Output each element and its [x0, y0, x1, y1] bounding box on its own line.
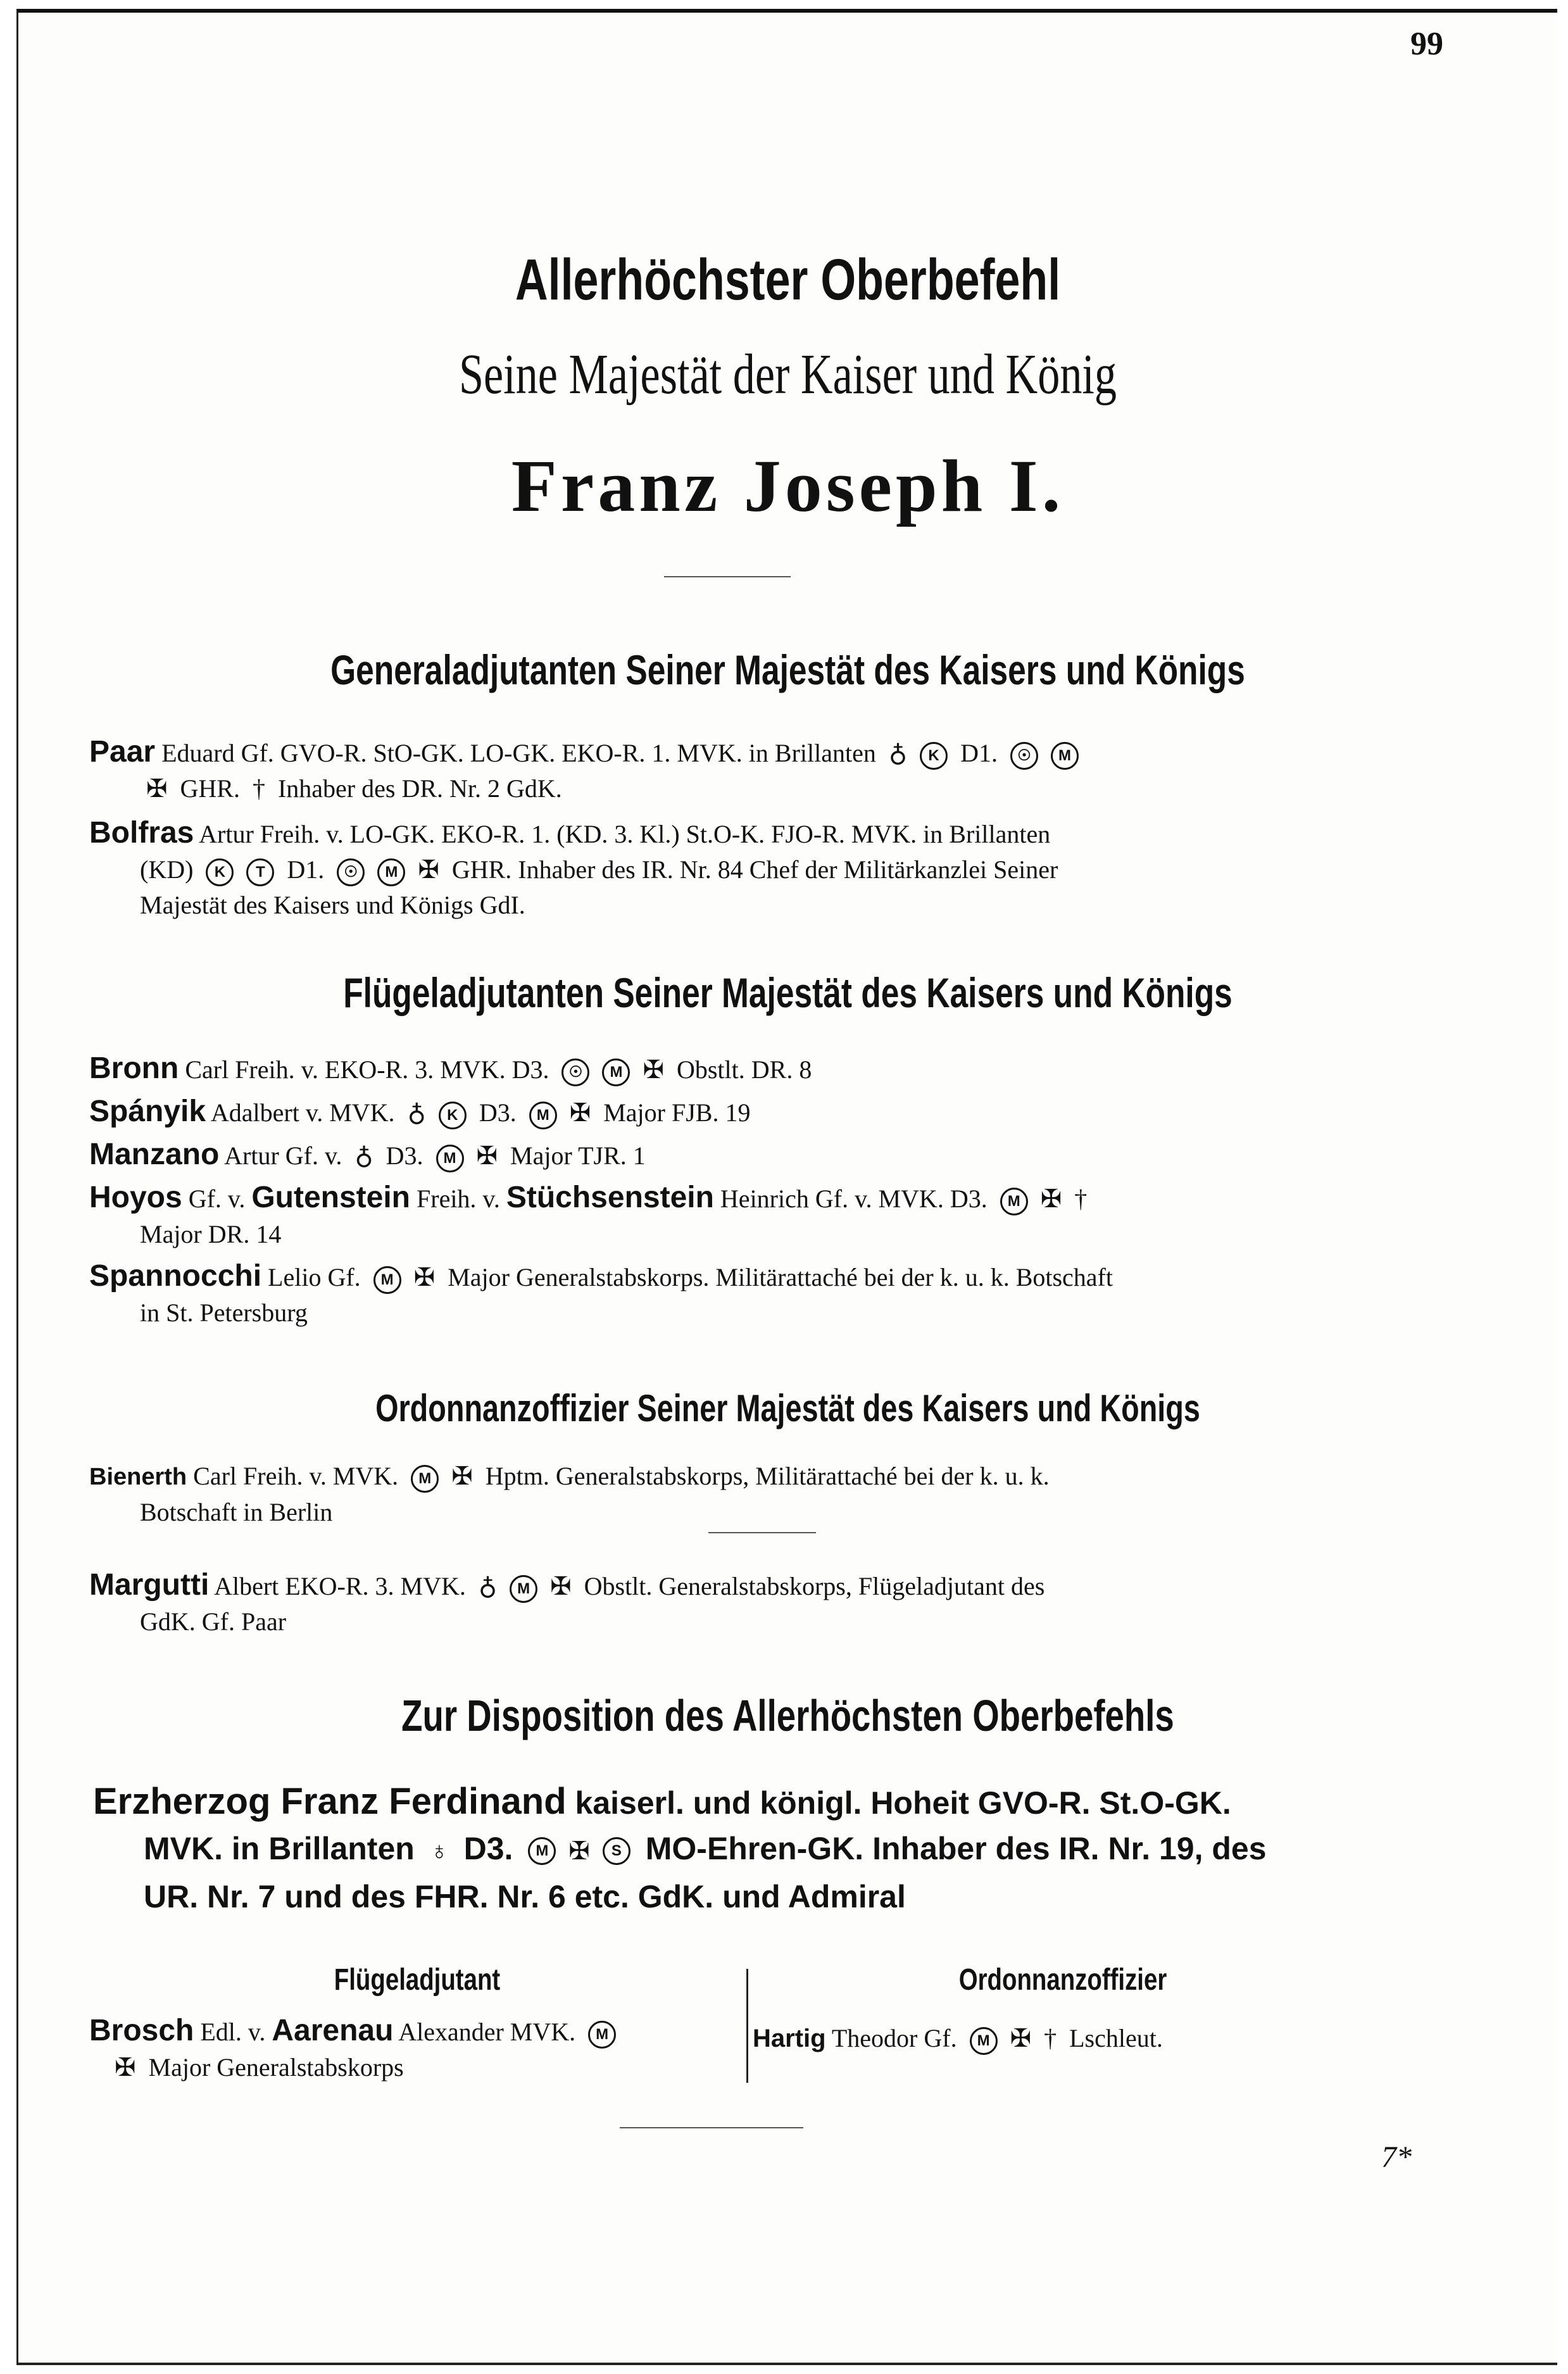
section-heading-fluegeladjutanten: Flügeladjutanten Seiner Majestät des Kaisers und Königs	[343, 969, 1232, 1016]
entry-continuation	[89, 771, 1381, 807]
entry-name: Erzherzog Franz Ferdinand	[93, 1781, 567, 1822]
entry-text: MO-Ehren-GK. Inhaber des IR. Nr. 19, des	[645, 1831, 1267, 1866]
entry-text: (KD)	[140, 855, 194, 884]
column-heading-fluegeladjutant: Flügeladjutant	[334, 1963, 501, 1997]
section-heading-ordonnanz: Ordonnanzoffizier Seiner Majestät des Kaisers und Königs	[375, 1387, 1200, 1429]
cross-icon: ✠	[413, 1263, 436, 1291]
cross-icon: ✠	[115, 2053, 136, 2082]
dagger-icon: †	[1044, 2024, 1057, 2052]
entry-name: Brosch	[89, 2014, 194, 2047]
entry-text: Artur Freih. v. LO-GK. EKO-R. 1. (KD. 3. Kl.) St.O-K. FJO-R. MVK. in Brillanten	[199, 820, 1051, 848]
entry-continuation	[93, 1826, 1397, 1874]
entry-text: Gf. v.	[188, 1184, 246, 1213]
entry-hartig	[753, 2021, 1386, 2056]
entry-text: Eduard Gf. GVO-R. StO-GK. LO-GK. EKO-R. 1. MVK. in Brillanten	[161, 739, 876, 767]
entry-text: Obstlt. DR. 8	[676, 1055, 812, 1084]
entry-name: Spannocchi	[89, 1259, 262, 1293]
medal-icon: ☉	[337, 858, 365, 886]
entry-text: Obstlt. Generalstabskorps, Flügeladjutant des	[584, 1572, 1045, 1600]
entry-name: Paar	[89, 735, 156, 769]
divider	[708, 1532, 816, 1533]
entry-bolfras	[89, 815, 1381, 923]
entry-text: Carl Freih. v. EKO-R. 3. MVK.	[185, 1055, 506, 1084]
entry-bronn	[89, 1051, 1381, 1088]
entry-continuation: Majestät des Kaisers und Königs GdI.	[140, 891, 525, 919]
entry-text: Lschleut.	[1069, 2024, 1163, 2052]
entry-text: GHR. Inhaber des IR. Nr. 84 Chef der Militärkanzlei Seiner	[451, 855, 1058, 884]
entry-text: Inhaber des DR. Nr. 2 GdK.	[277, 774, 562, 803]
cross-icon: ✠	[569, 1098, 591, 1127]
order-icon: ♁	[354, 1141, 373, 1170]
entry-spanyik	[89, 1094, 1381, 1131]
m-medal-icon: M	[588, 2021, 616, 2049]
m-medal-icon: M	[510, 1575, 537, 1603]
entry-name: Gutenstein	[251, 1181, 410, 1214]
dagger-icon: †	[252, 774, 265, 803]
entry-text: D1.	[287, 855, 325, 884]
dagger-icon: †	[1074, 1184, 1088, 1213]
entry-continuation: in St. Petersburg	[140, 1298, 308, 1327]
entry-continuation: UR. Nr. 7 und des FHR. Nr. 6 etc. GdK. und Admiral	[144, 1879, 906, 1914]
entry-continuation: Botschaft in Berlin	[140, 1498, 333, 1526]
entry-text: D1.	[960, 739, 998, 767]
entry-text: D3.	[463, 1831, 513, 1866]
entry-text: Edl. v.	[200, 2018, 266, 2046]
entry-name: Margutti	[89, 1568, 210, 1602]
document-page	[16, 9, 1557, 2365]
cross-icon: ✠	[1010, 2024, 1032, 2052]
entry-text: Alexander MVK.	[398, 2018, 576, 2046]
cross-icon: ✠	[643, 1055, 664, 1084]
page-number: 99	[1410, 26, 1443, 62]
entry-bienerth	[89, 1459, 1381, 1530]
divider	[620, 2127, 803, 2128]
section-heading-generaladjutanten: Generaladjutanten Seiner Majestät des Kaisers und Königs	[330, 646, 1245, 693]
entry-continuation: GdK. Gf. Paar	[140, 1607, 287, 1636]
cross-icon: ✠	[568, 1837, 590, 1865]
m-medal-icon: M	[970, 2027, 998, 2055]
k-medal-icon: K	[206, 858, 234, 886]
divider	[664, 576, 791, 577]
medal-icon: ☉	[1010, 742, 1038, 770]
cross-icon: ✠	[1040, 1184, 1062, 1213]
entry-manzano	[89, 1137, 1381, 1174]
order-icon: ♁	[429, 1837, 449, 1865]
m-medal-icon: M	[528, 1837, 556, 1865]
medal-icon: ☉	[561, 1058, 589, 1086]
entry-continuation	[89, 852, 1381, 888]
entry-spannocchi	[89, 1259, 1381, 1331]
m-medal-icon: M	[377, 858, 405, 886]
order-icon: ♁	[407, 1098, 426, 1127]
entry-continuation: Major DR. 14	[140, 1220, 282, 1248]
entry-name: Spányik	[89, 1095, 206, 1128]
entry-text: Major TJR. 1	[510, 1141, 646, 1170]
section-heading-disposition: Zur Disposition des Allerhöchsten Oberbefehls	[401, 1691, 1174, 1740]
entry-name: Manzano	[89, 1138, 220, 1171]
entry-text: Albert EKO-R. 3. MVK.	[214, 1572, 466, 1600]
entry-text: Carl Freih. v. MVK.	[193, 1462, 399, 1490]
entry-name: Hoyos	[89, 1181, 182, 1214]
entry-text: Adalbert v. MVK.	[210, 1098, 395, 1127]
entry-text: Major Generalstabskorps. Militärattaché bei der k. u. k. Botschaft	[448, 1263, 1113, 1291]
entry-text: Artur Gf. v.	[224, 1141, 342, 1170]
entry-name: Hartig	[753, 2025, 826, 2052]
m-medal-icon: M	[602, 1058, 630, 1086]
entry-margutti	[89, 1567, 1381, 1640]
entry-text: Freih. v.	[417, 1184, 500, 1213]
cross-icon: ✠	[451, 1462, 473, 1490]
entry-name: Bronn	[89, 1052, 179, 1085]
cross-icon: ✠	[418, 855, 439, 884]
entry-text: kaiserl. und königl. Hoheit GVO-R. St.O-GK.	[575, 1785, 1231, 1821]
entry-text: Theodor Gf.	[831, 2024, 957, 2052]
entry-text: Hptm. Generalstabskorps, Militärattaché bei der k. u. k.	[485, 1462, 1050, 1490]
cross-icon: ✠	[146, 774, 168, 803]
entry-name: Bienerth	[89, 1464, 187, 1490]
k-medal-icon: K	[439, 1102, 467, 1129]
entry-text: Lelio Gf.	[268, 1263, 361, 1291]
entry-text: GHR.	[180, 774, 240, 803]
entry-text: D3.	[950, 1184, 988, 1213]
m-medal-icon: M	[1000, 1188, 1028, 1215]
entry-text: D3.	[386, 1141, 423, 1170]
entry-brosch	[89, 2013, 741, 2085]
column-heading-ordonnanzoffizier: Ordonnanzoffizier	[958, 1963, 1167, 1997]
entry-text: D3.	[479, 1098, 517, 1127]
s-medal-icon: S	[603, 1837, 630, 1865]
cross-icon: ✠	[550, 1572, 572, 1600]
subtitle: Seine Majestät der Kaiser und König	[458, 343, 1117, 406]
t-medal-icon: T	[246, 858, 274, 886]
m-medal-icon: M	[373, 1266, 401, 1294]
main-title: Allerhöchster Oberbefehl	[515, 248, 1061, 312]
entry-name: Stüchsenstein	[506, 1181, 714, 1214]
order-icon: ♁	[888, 739, 908, 767]
entry-franz-ferdinand	[93, 1779, 1397, 1919]
column-divider	[746, 1969, 748, 2083]
emperor-name: Franz Joseph I.	[511, 444, 1065, 527]
m-medal-icon: M	[411, 1465, 439, 1493]
entry-text: Major FJB. 19	[603, 1098, 751, 1127]
entry-text: Major Generalstabskorps	[148, 2053, 404, 2082]
entry-paar	[89, 734, 1381, 807]
entry-hoyos	[89, 1180, 1381, 1252]
cross-icon: ✠	[476, 1141, 498, 1170]
k-medal-icon: K	[920, 742, 948, 770]
entry-name: Aarenau	[272, 2014, 394, 2047]
entry-text: D3.	[511, 1055, 549, 1084]
entry-continuation	[89, 2050, 741, 2085]
order-icon: ♁	[478, 1572, 498, 1600]
entry-name: Bolfras	[89, 816, 194, 850]
m-medal-icon: M	[1051, 742, 1079, 770]
entry-text: Heinrich Gf. v. MVK.	[720, 1184, 944, 1213]
signature-mark: 7*	[1381, 2140, 1412, 2174]
m-medal-icon: M	[436, 1145, 464, 1172]
entry-text: MVK. in Brillanten	[144, 1831, 415, 1866]
m-medal-icon: M	[529, 1102, 557, 1129]
